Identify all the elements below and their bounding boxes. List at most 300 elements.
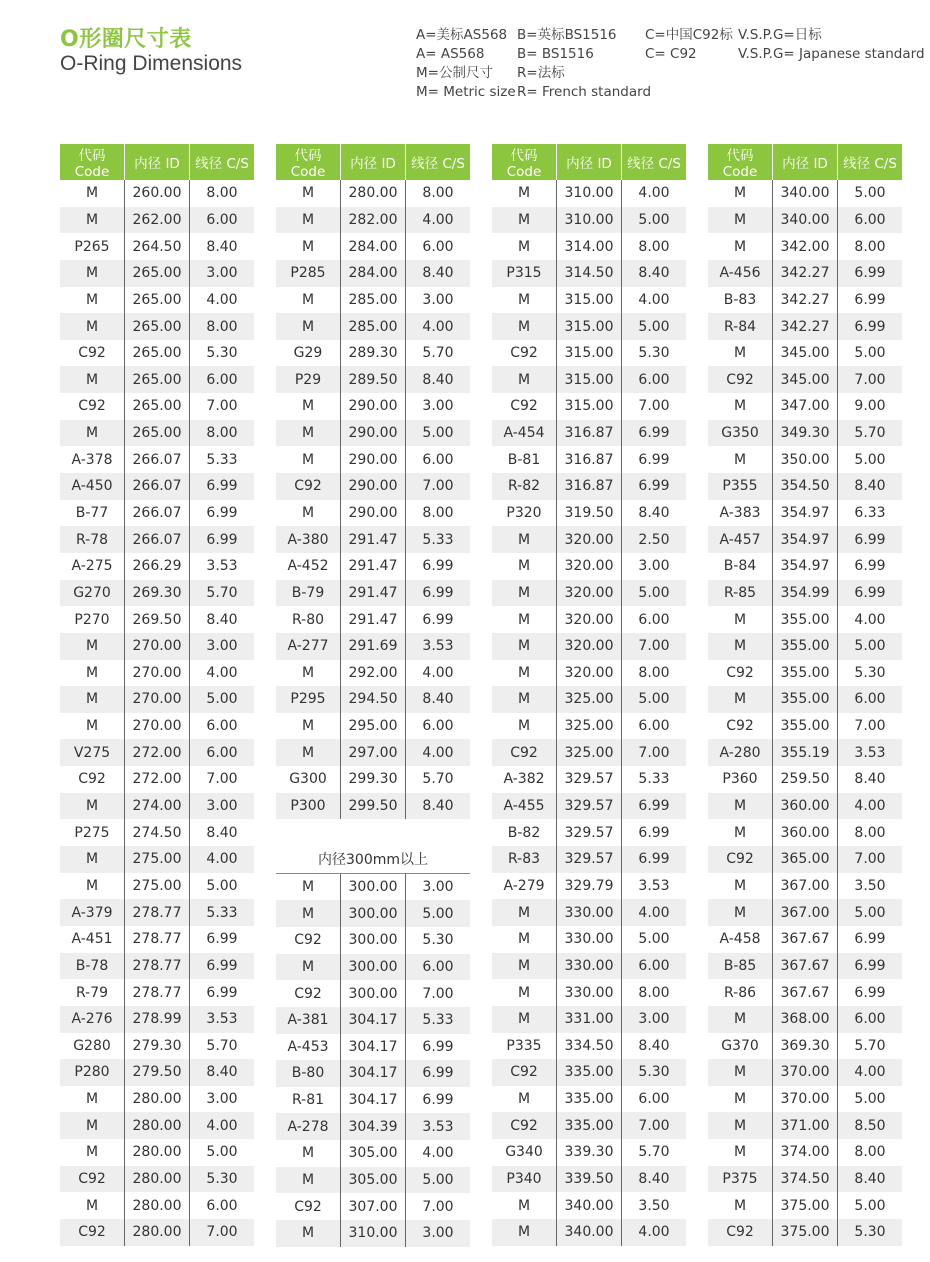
table-row <box>492 793 686 820</box>
id-cell: 314.50 <box>557 260 622 287</box>
cs-cell: 6.99 <box>622 793 687 820</box>
cs-cell: 8.40 <box>190 233 255 260</box>
code-cell: M <box>492 633 557 660</box>
code-cell: M <box>301 291 315 308</box>
cs-cell: 8.40 <box>622 500 687 527</box>
id-cell: 290.00 <box>341 500 406 527</box>
code-cell: M <box>301 238 315 255</box>
id-cell: 291.47 <box>341 606 406 633</box>
column-header: 内径 ID <box>773 144 838 180</box>
code-cell: M <box>733 451 747 468</box>
code-cell: M <box>733 238 747 255</box>
cs-cell: 4.00 <box>622 287 687 314</box>
cs-cell: 6.00 <box>838 686 903 713</box>
table-row <box>492 500 686 527</box>
table-row <box>492 313 686 340</box>
table-row <box>60 1059 254 1086</box>
id-cell: 266.07 <box>125 500 190 527</box>
table-row <box>276 1087 470 1114</box>
legend-text: R=法标 <box>517 65 565 81</box>
cs-cell: 3.00 <box>190 793 255 820</box>
legend-text: A=美标AS568 <box>416 27 508 43</box>
cs-cell: 7.00 <box>622 393 687 420</box>
code-cell: G300 <box>289 771 327 788</box>
code-cell: C92 <box>492 739 557 766</box>
cs-cell: 3.53 <box>190 1006 255 1033</box>
code-cell: A-280 <box>708 739 773 766</box>
table-row <box>708 526 902 553</box>
cs-cell: 4.00 <box>406 207 471 234</box>
id-cell: 340.00 <box>773 180 838 207</box>
id-cell: 290.00 <box>341 446 406 473</box>
id-cell: 280.00 <box>125 1219 190 1246</box>
code-cell: B-78 <box>60 953 125 980</box>
table-row <box>492 846 686 873</box>
section-note-row <box>276 846 470 873</box>
cs-cell: 6.00 <box>406 446 471 473</box>
code-cell: B-81 <box>507 451 541 468</box>
cs-cell: 5.00 <box>838 899 903 926</box>
code-cell: B-80 <box>276 1060 341 1087</box>
id-cell: 300.00 <box>341 900 406 927</box>
id-cell: 290.00 <box>341 420 406 447</box>
table-row <box>492 180 686 207</box>
id-cell: 279.50 <box>125 1059 190 1086</box>
id-cell: 270.00 <box>125 686 190 713</box>
table-row <box>492 1166 686 1193</box>
cs-cell: 5.00 <box>622 686 687 713</box>
code-cell: C92 <box>726 664 754 681</box>
code-cell: M <box>517 931 531 948</box>
code-cell: M <box>60 366 125 393</box>
table-row <box>492 926 686 953</box>
code-cell: M <box>85 1144 99 1161</box>
code-cell: B-79 <box>276 580 341 607</box>
code-cell: M <box>733 1091 747 1108</box>
code-cell: A-277 <box>276 633 341 660</box>
dimension-table-2 <box>276 144 470 1247</box>
code-cell: M <box>276 313 341 340</box>
id-cell: 265.00 <box>125 393 190 420</box>
cs-cell: 5.33 <box>190 899 255 926</box>
table-row <box>492 580 686 607</box>
id-cell: 330.00 <box>557 979 622 1006</box>
code-cell: M <box>301 185 315 202</box>
cs-cell: 3.50 <box>838 873 903 900</box>
column-header: 线径 C/S <box>190 144 255 180</box>
id-cell: 304.17 <box>341 1007 406 1034</box>
code-cell: M <box>85 185 99 202</box>
id-cell: 315.00 <box>557 287 622 314</box>
id-cell: 320.00 <box>557 660 622 687</box>
cs-cell: 5.33 <box>406 526 471 553</box>
table-row <box>60 313 254 340</box>
table-row <box>276 180 470 207</box>
cs-cell: 3.53 <box>406 1113 471 1140</box>
id-cell: 355.00 <box>773 660 838 687</box>
cs-cell: 6.99 <box>838 287 903 314</box>
table-row <box>708 873 902 900</box>
cs-cell: 3.50 <box>622 1192 687 1219</box>
code-cell: M <box>733 1144 747 1161</box>
cs-cell: 7.00 <box>622 633 687 660</box>
id-cell: 299.30 <box>341 766 406 793</box>
table-row <box>60 606 254 633</box>
cs-cell: 5.00 <box>622 207 687 234</box>
cs-cell: 8.40 <box>406 686 471 713</box>
cs-cell: 6.99 <box>838 953 903 980</box>
table-row <box>60 1166 254 1193</box>
id-cell: 342.27 <box>773 287 838 314</box>
code-cell: M <box>517 664 531 681</box>
id-cell: 319.50 <box>557 500 622 527</box>
id-cell: 280.00 <box>125 1139 190 1166</box>
table-row <box>492 366 686 393</box>
cs-cell: 8.40 <box>838 1166 903 1193</box>
cs-cell: 3.53 <box>190 553 255 580</box>
table-row <box>60 1086 254 1113</box>
table-row <box>60 473 254 500</box>
table-row <box>708 686 902 713</box>
id-cell: 335.00 <box>557 1059 622 1086</box>
id-cell: 310.00 <box>557 180 622 207</box>
table-row <box>60 526 254 553</box>
table-row <box>708 420 902 447</box>
column-header: 代码 Code <box>492 144 557 180</box>
cs-cell: 6.00 <box>838 207 903 234</box>
legend-text: C= C92 <box>645 46 697 62</box>
cs-cell: 8.40 <box>838 766 903 793</box>
code-cell: M <box>492 313 557 340</box>
cs-cell: 6.00 <box>190 366 255 393</box>
table-row <box>276 927 470 954</box>
table-row <box>60 340 254 367</box>
table-row <box>492 420 686 447</box>
code-cell: B-84 <box>723 558 757 575</box>
table-row <box>276 739 470 766</box>
code-cell: M <box>492 366 557 393</box>
table-row <box>276 873 470 900</box>
id-cell: 295.00 <box>341 713 406 740</box>
id-cell: 368.00 <box>773 1006 838 1033</box>
id-cell: 329.57 <box>557 793 622 820</box>
id-cell: 265.00 <box>125 260 190 287</box>
cs-cell: 7.00 <box>406 1193 471 1220</box>
table-header-row <box>276 144 470 180</box>
code-cell: M <box>517 558 531 575</box>
cs-cell: 3.00 <box>622 1006 687 1033</box>
cs-cell: 8.40 <box>622 1033 687 1060</box>
code-cell: M <box>60 420 125 447</box>
table-row <box>276 1007 470 1034</box>
table-row <box>60 686 254 713</box>
code-cell: C92 <box>510 345 538 362</box>
cs-cell: 5.30 <box>838 660 903 687</box>
id-cell: 289.30 <box>341 340 406 367</box>
table-row <box>60 260 254 287</box>
table-row <box>276 954 470 981</box>
cs-cell: 5.30 <box>622 1059 687 1086</box>
code-cell: M <box>276 954 341 981</box>
table-row <box>708 766 902 793</box>
id-cell: 275.00 <box>125 846 190 873</box>
id-cell: 278.99 <box>125 1006 190 1033</box>
code-cell: M <box>60 793 125 820</box>
table-row <box>492 819 686 846</box>
table-row <box>60 180 254 207</box>
column-header: 代码 Code <box>60 144 125 180</box>
table-row <box>708 660 902 687</box>
table-row <box>60 633 254 660</box>
table-row <box>276 1167 470 1194</box>
id-cell: 285.00 <box>341 313 406 340</box>
code-cell: G29 <box>293 345 323 362</box>
code-cell: R-81 <box>291 1092 325 1109</box>
code-cell: M <box>517 291 531 308</box>
id-cell: 265.00 <box>125 420 190 447</box>
cs-cell: 6.99 <box>838 926 903 953</box>
table-row <box>492 1033 686 1060</box>
code-cell: R-86 <box>723 984 757 1001</box>
id-cell: 369.30 <box>773 1033 838 1060</box>
id-cell: 269.30 <box>125 580 190 607</box>
cs-cell: 5.30 <box>190 1166 255 1193</box>
table-row <box>708 233 902 260</box>
code-cell: M <box>85 1197 99 1214</box>
id-cell: 316.87 <box>557 473 622 500</box>
code-cell: M <box>276 207 341 234</box>
code-cell: M <box>733 824 747 841</box>
code-cell: A-381 <box>276 1007 341 1034</box>
table-row <box>60 1219 254 1246</box>
code-cell: A-279 <box>503 877 545 894</box>
id-cell: 334.50 <box>557 1033 622 1060</box>
cs-cell: 8.00 <box>406 500 471 527</box>
table-row <box>60 660 254 687</box>
table-row <box>276 1060 470 1087</box>
code-cell: G350 <box>708 420 773 447</box>
id-cell: 299.50 <box>341 793 406 820</box>
table-row <box>60 1112 254 1139</box>
cs-cell: 3.00 <box>190 260 255 287</box>
code-cell: A-453 <box>287 1038 329 1055</box>
code-cell: M <box>85 877 99 894</box>
code-cell: M <box>733 877 747 894</box>
cs-cell: 6.99 <box>838 580 903 607</box>
legend-text: M= Metric size <box>416 84 516 100</box>
cs-cell: 5.00 <box>838 340 903 367</box>
id-cell: 315.00 <box>557 393 622 420</box>
code-cell: R-78 <box>60 526 125 553</box>
id-cell: 266.29 <box>125 553 190 580</box>
cs-cell: 5.00 <box>838 633 903 660</box>
id-cell: 320.00 <box>557 606 622 633</box>
dimension-table-4 <box>708 144 902 1246</box>
code-cell: M <box>276 739 341 766</box>
cs-cell: 7.00 <box>190 393 255 420</box>
id-cell: 342.27 <box>773 260 838 287</box>
code-cell: M <box>492 1006 557 1033</box>
table-row <box>60 873 254 900</box>
code-cell: M <box>733 611 747 628</box>
table-row <box>708 473 902 500</box>
id-cell: 305.00 <box>341 1140 406 1167</box>
table-row <box>492 446 686 473</box>
id-cell: 347.00 <box>773 393 838 420</box>
table-row <box>276 793 470 820</box>
id-cell: 320.00 <box>557 633 622 660</box>
cs-cell: 4.00 <box>622 899 687 926</box>
table-row <box>276 1140 470 1167</box>
code-cell: C92 <box>492 1059 557 1086</box>
table-row <box>708 366 902 393</box>
table-row <box>60 846 254 873</box>
table-row <box>708 846 902 873</box>
table-row <box>60 500 254 527</box>
cs-cell: 5.33 <box>406 1007 471 1034</box>
id-cell: 280.00 <box>341 180 406 207</box>
cs-cell: 8.40 <box>622 1166 687 1193</box>
table-row <box>492 393 686 420</box>
code-cell: B-82 <box>507 824 541 841</box>
code-cell: M <box>492 526 557 553</box>
table-row <box>492 739 686 766</box>
code-cell: A-451 <box>71 931 113 948</box>
legend-text: C=中国C92标 <box>645 27 733 43</box>
code-cell: M <box>708 207 773 234</box>
cs-cell: 4.00 <box>190 287 255 314</box>
id-cell: 365.00 <box>773 846 838 873</box>
code-cell: M <box>301 878 315 895</box>
cs-cell: 6.00 <box>190 739 255 766</box>
code-cell: P360 <box>722 771 758 788</box>
id-cell: 278.77 <box>125 926 190 953</box>
cs-cell: 8.40 <box>838 473 903 500</box>
code-cell: M <box>708 686 773 713</box>
legend-col-3 <box>645 26 733 64</box>
table-row <box>60 819 254 846</box>
code-cell: C92 <box>708 366 773 393</box>
code-cell: P270 <box>74 611 110 628</box>
id-cell: 290.00 <box>341 393 406 420</box>
id-cell: 264.50 <box>125 233 190 260</box>
id-cell: 279.30 <box>125 1033 190 1060</box>
cs-cell: 5.30 <box>622 340 687 367</box>
cs-cell: 5.70 <box>622 1139 687 1166</box>
cs-cell: 8.40 <box>190 819 255 846</box>
id-cell: 265.00 <box>125 313 190 340</box>
table-row <box>276 393 470 420</box>
id-cell: 340.00 <box>773 207 838 234</box>
id-cell: 355.00 <box>773 633 838 660</box>
code-cell: M <box>492 1219 557 1246</box>
column-header: 线径 C/S <box>838 144 903 180</box>
table-row <box>492 1112 686 1139</box>
id-cell: 284.00 <box>341 260 406 287</box>
code-cell: M <box>733 185 747 202</box>
id-cell: 371.00 <box>773 1112 838 1139</box>
cs-cell: 5.33 <box>190 446 255 473</box>
table-row <box>276 900 470 927</box>
table-row <box>60 713 254 740</box>
table-row <box>708 1112 902 1139</box>
cs-cell: 4.00 <box>190 846 255 873</box>
cs-cell: 7.00 <box>190 766 255 793</box>
cs-cell: 7.00 <box>406 980 471 1007</box>
code-cell: B-85 <box>708 953 773 980</box>
code-cell: M <box>492 953 557 980</box>
cs-cell: 3.00 <box>190 1086 255 1113</box>
cs-cell: 6.99 <box>622 846 687 873</box>
table-row <box>708 340 902 367</box>
cs-cell: 5.00 <box>190 1139 255 1166</box>
table-row <box>708 446 902 473</box>
id-cell: 370.00 <box>773 1086 838 1113</box>
table-row <box>492 1139 686 1166</box>
cs-cell: 7.00 <box>838 846 903 873</box>
id-cell: 310.00 <box>341 1220 406 1247</box>
id-cell: 294.50 <box>341 686 406 713</box>
spacer-cell <box>276 819 470 846</box>
cs-cell: 8.40 <box>406 793 471 820</box>
cs-cell: 6.99 <box>838 526 903 553</box>
cs-cell: 6.00 <box>838 1006 903 1033</box>
table-row <box>492 207 686 234</box>
code-cell: M <box>60 207 125 234</box>
table-row <box>60 1006 254 1033</box>
id-cell: 375.00 <box>773 1192 838 1219</box>
code-cell: M <box>301 451 315 468</box>
cs-cell: 6.99 <box>406 1034 471 1061</box>
table-row <box>708 500 902 527</box>
cs-cell: 5.70 <box>190 580 255 607</box>
table-row <box>708 926 902 953</box>
code-cell: M <box>708 1112 773 1139</box>
id-cell: 340.00 <box>557 1192 622 1219</box>
id-cell: 345.00 <box>773 340 838 367</box>
table-row <box>60 393 254 420</box>
cs-cell: 4.00 <box>406 1140 471 1167</box>
cs-cell: 6.99 <box>406 553 471 580</box>
table-row <box>708 819 902 846</box>
cs-cell: 7.00 <box>838 366 903 393</box>
code-cell: M <box>517 611 531 628</box>
cs-cell: 6.00 <box>622 1086 687 1113</box>
code-cell: V275 <box>60 739 125 766</box>
cs-cell: 6.00 <box>406 233 471 260</box>
code-cell: A-380 <box>276 526 341 553</box>
code-cell: C92 <box>294 932 322 949</box>
code-cell: G280 <box>73 1037 111 1054</box>
code-cell: C92 <box>60 1219 125 1246</box>
cs-cell: 4.00 <box>838 1059 903 1086</box>
cs-cell: 5.00 <box>622 580 687 607</box>
code-cell: C92 <box>510 398 538 415</box>
id-cell: 291.47 <box>341 526 406 553</box>
cs-cell: 4.00 <box>406 739 471 766</box>
code-cell: M <box>492 686 557 713</box>
id-cell: 329.79 <box>557 873 622 900</box>
code-cell: P295 <box>276 686 341 713</box>
table-row <box>276 473 470 500</box>
table-row <box>708 1166 902 1193</box>
id-cell: 282.00 <box>341 207 406 234</box>
table-row <box>708 393 902 420</box>
cs-cell: 8.00 <box>406 180 471 207</box>
cs-cell: 7.00 <box>838 713 903 740</box>
cs-cell: 8.00 <box>190 313 255 340</box>
cs-cell: 5.70 <box>838 1033 903 1060</box>
